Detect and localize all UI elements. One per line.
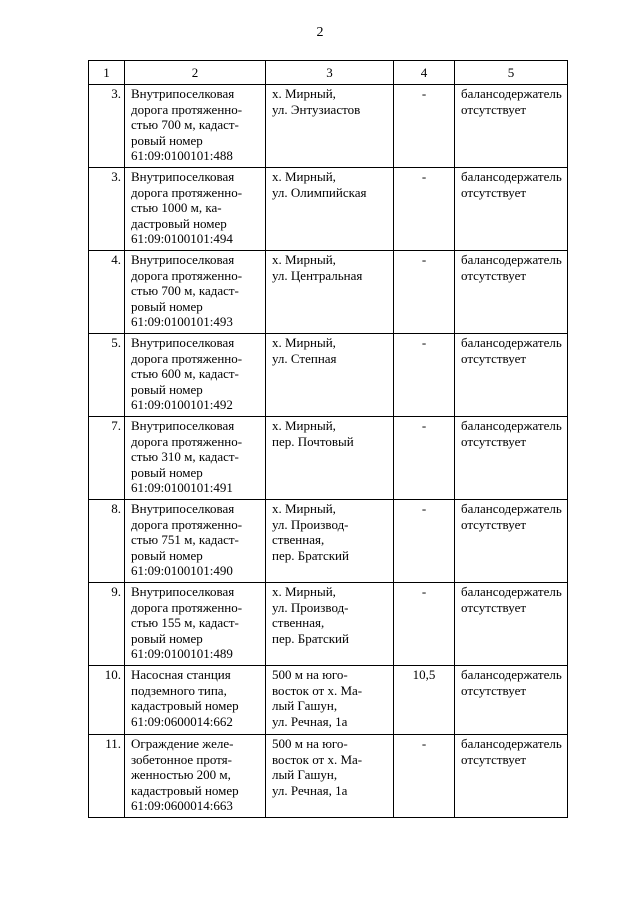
page-number: 2 (316, 25, 324, 40)
object-name-cell: Внутрипоселковая дорога протяженно- стью 310 м, кадаст- ровый номер 61:09:0100101:491 (125, 417, 266, 500)
location-cell: 500 м на юго- восток от х. Ма- лый Гашун, ул. Речная, 1а (266, 735, 394, 818)
object-name-cell: Внутрипоселковая дорога протяженно- стью 155 м, кадаст- ровый номер 61:09:0100101:489 (125, 583, 266, 666)
location-cell: х. Мирный, пер. Почтовый (266, 417, 394, 500)
table-row (89, 168, 568, 251)
column-header-4: 4 (394, 61, 455, 85)
location-cell: х. Мирный, ул. Производ- ственная, пер. Братский (266, 500, 394, 583)
balance-holder-cell: балансодержатель отсутствует (455, 735, 568, 818)
object-name-cell: Внутрипоселковая дорога протяженно- стью 700 м, кадаст- ровый номер 61:09:0100101:493 (125, 251, 266, 334)
table-row (89, 666, 568, 735)
location-cell: х. Мирный, ул. Энтузиастов (266, 85, 394, 168)
row-number-cell: 11. (89, 735, 125, 818)
area-cell: - (394, 735, 455, 818)
location-cell: х. Мирный, ул. Центральная (266, 251, 394, 334)
column-header-5: 5 (455, 61, 568, 85)
row-number-cell: 8. (89, 500, 125, 583)
location-cell: 500 м на юго- восток от х. Ма- лый Гашун, ул. Речная, 1а (266, 666, 394, 735)
object-name-cell: Внутрипоселковая дорога протяженно- стью 600 м, кадаст- ровый номер 61:09:0100101:492 (125, 334, 266, 417)
area-cell: - (394, 85, 455, 168)
table-header-row (89, 61, 568, 85)
row-number-cell: 3. (89, 85, 125, 168)
column-header-2: 2 (125, 61, 266, 85)
object-name-cell: Ограждение желе- зобетонное протя- женностью 200 м, кадастровый номер 61:09:0600014:663 (125, 735, 266, 818)
object-name-cell: Внутрипоселковая дорога протяженно- стью 1000 м, ка- дастровый номер 61:09:0100101:494 (125, 168, 266, 251)
balance-holder-cell: балансодержатель отсутствует (455, 583, 568, 666)
balance-holder-cell: балансодержатель отсутствует (455, 251, 568, 334)
table-row (89, 583, 568, 666)
table-row (89, 500, 568, 583)
table-row (89, 334, 568, 417)
row-number-cell: 9. (89, 583, 125, 666)
balance-holder-cell: балансодержатель отсутствует (455, 666, 568, 735)
table-row (89, 251, 568, 334)
row-number-cell: 7. (89, 417, 125, 500)
balance-holder-cell: балансодержатель отсутствует (455, 500, 568, 583)
column-header-3: 3 (266, 61, 394, 85)
location-cell: х. Мирный, ул. Олимпийская (266, 168, 394, 251)
row-number-cell: 5. (89, 334, 125, 417)
area-cell: - (394, 583, 455, 666)
balance-holder-cell: балансодержатель отсутствует (455, 417, 568, 500)
location-cell: х. Мирный, ул. Степная (266, 334, 394, 417)
property-table (88, 60, 568, 818)
area-cell: - (394, 500, 455, 583)
area-cell: - (394, 417, 455, 500)
area-cell: 10,5 (394, 666, 455, 735)
object-name-cell: Насосная станция подземного типа, кадастровый номер 61:09:0600014:662 (125, 666, 266, 735)
row-number-cell: 4. (89, 251, 125, 334)
area-cell: - (394, 334, 455, 417)
balance-holder-cell: балансодержатель отсутствует (455, 334, 568, 417)
table-row (89, 417, 568, 500)
row-number-cell: 10. (89, 666, 125, 735)
object-name-cell: Внутрипоселковая дорога протяженно- стью 700 м, кадаст- ровый номер 61:09:0100101:488 (125, 85, 266, 168)
balance-holder-cell: балансодержатель отсутствует (455, 168, 568, 251)
table-body (89, 85, 568, 818)
area-cell: - (394, 168, 455, 251)
location-cell: х. Мирный, ул. Производ- ственная, пер. Братский (266, 583, 394, 666)
table-row (89, 735, 568, 818)
table-row (89, 85, 568, 168)
row-number-cell: 3. (89, 168, 125, 251)
area-cell: - (394, 251, 455, 334)
balance-holder-cell: балансодержатель отсутствует (455, 85, 568, 168)
object-name-cell: Внутрипоселковая дорога протяженно- стью 751 м, кадаст- ровый номер 61:09:0100101:490 (125, 500, 266, 583)
column-header-1: 1 (89, 61, 125, 85)
